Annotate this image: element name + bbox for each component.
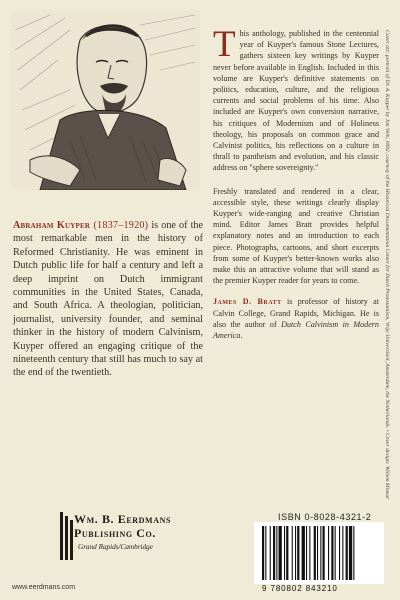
author-biography bbox=[13, 219, 203, 380]
subject-dates: (1837–1920) bbox=[93, 220, 149, 231]
barcode-bar bbox=[284, 526, 285, 580]
barcode-number: 9 780802 843210 bbox=[262, 584, 338, 593]
barcode bbox=[254, 522, 384, 584]
barcode-bar bbox=[265, 526, 266, 580]
publisher-logo bbox=[60, 512, 180, 568]
barcode-bar bbox=[302, 526, 305, 580]
barcode-bar bbox=[335, 526, 336, 580]
drop-cap: T bbox=[213, 24, 236, 65]
publisher-name-line2: Publishing Co. bbox=[74, 526, 156, 540]
cover-credits: Cover art: portrait of Dr. A. Kuyper by Jan Veth, 1892, courtesy of the Historical Documentation Center for Dutch Protestantism, Vrije Universiteit, Amsterdam, the Netherlands. • Cover design: Willem Mineur bbox=[384, 30, 390, 500]
editor-name: James D. Bratt bbox=[213, 297, 282, 307]
editor-book-title: Dutch Calvinism in Modern America bbox=[213, 319, 379, 341]
barcode-bar bbox=[339, 526, 340, 580]
barcode-bar bbox=[306, 526, 307, 580]
barcode-bar bbox=[295, 526, 296, 580]
barcode-bar bbox=[292, 526, 293, 580]
book-description bbox=[213, 24, 380, 341]
barcode-bar bbox=[317, 526, 318, 580]
isbn-label: ISBN 0-8028-4321-2 bbox=[278, 512, 372, 522]
publisher-name-line1: Wm. B. Eerdmans bbox=[74, 512, 172, 526]
barcode-bar bbox=[262, 526, 264, 580]
barcode-bar bbox=[346, 526, 348, 580]
barcode-bar bbox=[276, 526, 277, 580]
eerdmans-logo-icon bbox=[60, 512, 74, 562]
barcode-bar bbox=[328, 526, 329, 580]
description-paragraph-2: Freshly translated and rendered in a clear, accessible style, these writings clearly display Kuyper's wide-ranging and creative Christian mind. Editor James Bratt provides helpful explanatory notes and an introduction to each piece. Photographs, cartoons, and short excerpts from some of Kuyper's better-known works also make this an attractive volume that will stand as the premier Kuyper reader for years to come. bbox=[213, 186, 379, 286]
subject-name: Abraham Kuyper (1837–1920) bbox=[13, 220, 149, 231]
publisher-website: www.eerdmans.com bbox=[12, 584, 76, 591]
description-paragraph-1: This anthology, published in the centennial year of Kuyper's famous Stone Lectures, gathers sixteen key writings by Kuyper never before available in English. Included in this volume are Kuyper's definitive statements on politics, education, culture, and the religious currents and social problems of his time. Also included are Kuyper's own conversion narrative, his critiques of Modernism and of Holiness theology, his proposals on common grace and Calvinist politics, his reflections on a culture in thrall to pantheism and evolution, and his classic address on "sphere sovereignty." bbox=[213, 24, 379, 173]
barcode-bar bbox=[309, 526, 310, 580]
barcode-bars bbox=[254, 522, 384, 584]
barcode-bar bbox=[270, 526, 271, 580]
barcode-bar bbox=[314, 526, 316, 580]
barcode-bar bbox=[349, 526, 352, 580]
bio-text: is one of the most remarkable men in the history of Reformed Christianity. He was eminent in Dutch public life for half a century and left a deep imprint on Dutch immigrant communities in the United States, Canada, and South Africa. A theologian, politician, journalist, university founder, and seminal thinker in the history of modern Calvinism, Kuyper offered an engaging critique of the nineteenth century that still has much to say at the end of the twentieth. bbox=[13, 220, 204, 379]
barcode-bar bbox=[273, 526, 275, 580]
barcode-bar bbox=[331, 526, 333, 580]
barcode-bar bbox=[320, 526, 321, 580]
portrait-sketch-image bbox=[10, 10, 200, 190]
barcode-bar bbox=[323, 526, 325, 580]
barcode-bar bbox=[353, 526, 354, 580]
cover-portrait-sketch bbox=[10, 10, 200, 190]
barcode-bar bbox=[286, 526, 288, 580]
editor-bio: James D. Bratt is professor of history at Calvin College, Grand Rapids, Michigan. He is also the author of Dutch Calvinism in Modern America. bbox=[213, 297, 380, 341]
publisher-location: Grand Rapids/Cambridge bbox=[78, 543, 153, 551]
barcode-bar bbox=[342, 526, 343, 580]
barcode-bar bbox=[297, 526, 299, 580]
barcode-bar bbox=[279, 526, 282, 580]
